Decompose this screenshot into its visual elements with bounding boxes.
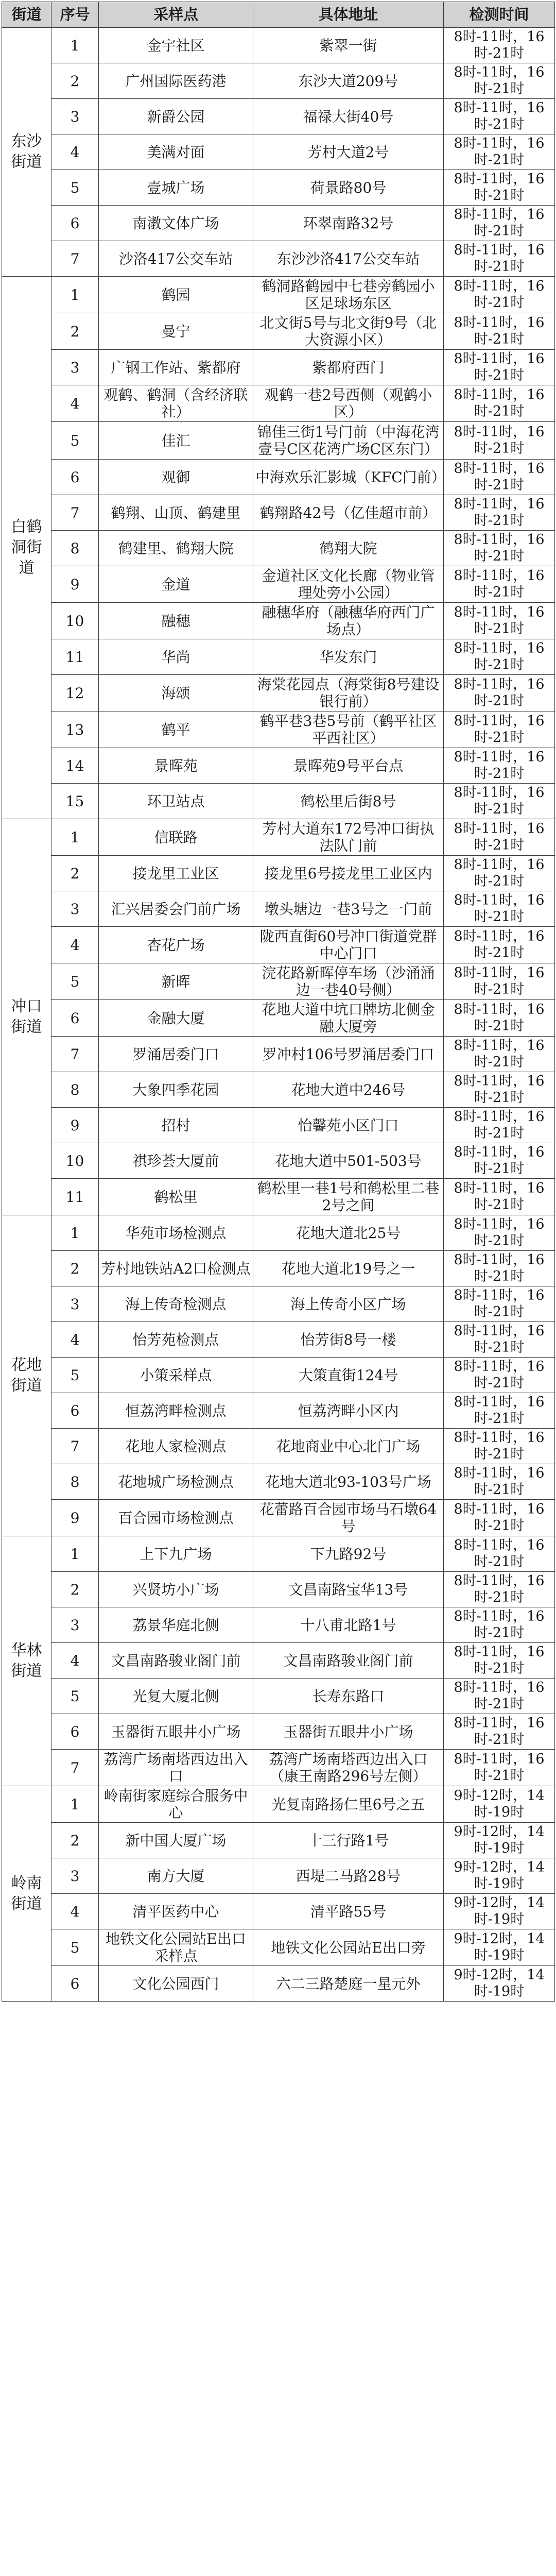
table-row [2,1251,555,1286]
table-row [2,1500,555,1536]
address-cell: 鹤松里后街8号 [253,784,444,819]
table-row [2,1894,555,1929]
sampling-point-cell: 芳村地铁站A2口检测点 [99,1251,253,1286]
table-row [2,1179,555,1215]
sampling-point-cell: 兴贤坊小广场 [99,1572,253,1607]
table-row [2,1572,555,1607]
table-row [2,1322,555,1358]
table-row [2,748,555,784]
sampling-point-cell: 鹤平 [99,711,253,748]
row-number-cell: 12 [51,675,99,711]
row-number-cell: 9 [51,566,99,603]
table-row [2,1215,555,1251]
address-cell: 景晖苑9号平台点 [253,748,444,784]
row-number-cell: 6 [51,206,99,241]
sampling-point-cell: 金融大厦 [99,1000,253,1037]
table-row [2,28,555,63]
sampling-point-cell: 百合园市场检测点 [99,1500,253,1536]
row-number-cell: 1 [51,277,99,313]
sampling-point-cell: 融穗 [99,603,253,639]
row-number-cell: 11 [51,639,99,675]
sampling-point-cell: 观鹤、鹤洞（含经济联社） [99,385,253,422]
table-row [2,460,555,495]
sampling-point-cell: 光复大厦北侧 [99,1679,253,1714]
table-row [2,639,555,675]
table-row [2,566,555,603]
sampling-point-cell: 清平医药中心 [99,1894,253,1929]
table-row [2,1358,555,1393]
table-row [2,277,555,313]
sampling-point-cell: 新爵公园 [99,99,253,134]
address-cell: 接龙里6号接龙里工业区内 [253,856,444,891]
table-row [2,1966,555,2002]
test-time-cell: 8时-11时，16时-21时 [444,422,555,460]
test-time-cell: 8时-11时，16时-21时 [444,1714,555,1750]
row-number-cell: 1 [51,819,99,856]
address-cell: 华发东门 [253,639,444,675]
address-cell: 花地大道中坑口牌坊北侧金融大厦旁 [253,1000,444,1037]
address-cell: 陇西直街60号冲口街道党群中心门口 [253,927,444,963]
row-number-cell: 1 [51,1536,99,1572]
sampling-point-cell: 地铁文化公园站E出口采样点 [99,1929,253,1966]
table-row [2,350,555,385]
address-cell: 海棠花园点（海棠街8号建设银行前） [253,675,444,711]
address-cell: 浣花路新晖停车场（沙涌涌边一巷40号侧） [253,963,444,1000]
row-number-cell: 2 [51,1572,99,1607]
test-time-cell: 8时-11时，16时-21时 [444,1286,555,1322]
test-time-cell: 8时-11时，16时-21时 [444,1358,555,1393]
header-test-time: 检测时间 [444,2,555,28]
sampling-point-cell: 海上传奇检测点 [99,1286,253,1322]
row-number-cell: 7 [51,1750,99,1786]
row-number-cell: 4 [51,1322,99,1358]
row-number-cell: 2 [51,856,99,891]
header-number: 序号 [51,2,99,28]
address-cell: 融穗华府（融穗华府西门广场点） [253,603,444,639]
test-time-cell: 9时-12时，14时-19时 [444,1858,555,1894]
row-number-cell: 7 [51,241,99,277]
test-time-cell: 8时-11时，16时-21时 [444,1750,555,1786]
address-cell: 六二三路楚庭一星元外 [253,1966,444,2002]
street-name-cell: 华林街道 [2,1536,51,1786]
address-cell: 墩头塘边一巷3号之一门前 [253,891,444,927]
sampling-point-cell: 花地城广场检测点 [99,1464,253,1500]
test-time-cell: 8时-11时，16时-21时 [444,566,555,603]
row-number-cell: 5 [51,422,99,460]
street-name-cell: 东沙街道 [2,28,51,277]
address-cell: 文昌南路宝华13号 [253,1572,444,1607]
table-row [2,206,555,241]
test-time-cell: 9时-12时，14时-19时 [444,1929,555,1966]
address-cell: 金道社区文化长廊（物业管理处旁小公园） [253,566,444,603]
address-cell: 鹤平巷3巷5号前（鹤平社区平西社区） [253,711,444,748]
table-row [2,1750,555,1786]
sampling-point-cell: 南漖文体广场 [99,206,253,241]
address-cell: 紫都府西门 [253,350,444,385]
row-number-cell: 4 [51,1643,99,1679]
street-name-cell: 花地街道 [2,1215,51,1536]
sampling-point-cell: 岭南街家庭综合服务中心 [99,1786,253,1823]
table-row [2,675,555,711]
table-row [2,819,555,856]
sampling-point-cell: 杏花广场 [99,927,253,963]
test-time-cell: 8时-11时，16时-21时 [444,99,555,134]
sampling-point-cell: 壹城广场 [99,170,253,206]
table-header-row [2,2,555,28]
table-row [2,531,555,566]
test-time-cell: 8时-11时，16时-21时 [444,206,555,241]
sampling-point-cell: 信联路 [99,819,253,856]
sampling-point-cell: 沙洛417公交车站 [99,241,253,277]
table-row [2,711,555,748]
test-time-cell: 8时-11时，16时-21时 [444,675,555,711]
address-cell: 花地大道中246号 [253,1072,444,1108]
test-time-cell: 8时-11时，16时-21时 [444,819,555,856]
street-name-cell: 白鹤洞街道 [2,277,51,819]
sampling-point-cell: 罗涌居委门口 [99,1037,253,1072]
row-number-cell: 3 [51,1286,99,1322]
address-cell: 福禄大街40号 [253,99,444,134]
test-time-cell: 8时-11时，16时-21时 [444,1037,555,1072]
sampling-point-cell: 曼宁 [99,313,253,350]
table-row [2,1000,555,1037]
address-cell: 鹤松里一巷1号和鹤松里二巷2号之间 [253,1179,444,1215]
table-row [2,1393,555,1429]
table-row [2,1607,555,1643]
test-time-cell: 9时-12时，14时-19时 [444,1823,555,1858]
address-cell: 紫翠一街 [253,28,444,63]
sampling-point-cell: 荔景华庭北侧 [99,1607,253,1643]
table-row [2,1858,555,1894]
sampling-point-cell: 新中国大厦广场 [99,1823,253,1858]
sampling-point-cell: 鹤松里 [99,1179,253,1215]
address-cell: 芳村大道2号 [253,134,444,170]
table-row [2,99,555,134]
address-cell: 花地大道中501-503号 [253,1143,444,1179]
test-time-cell: 8时-11时，16时-21时 [444,1143,555,1179]
sampling-point-cell: 观御 [99,460,253,495]
test-time-cell: 8时-11时，16时-21时 [444,313,555,350]
test-time-cell: 8时-11时，16时-21时 [444,748,555,784]
address-cell: 恒荔湾畔小区内 [253,1393,444,1429]
table-row [2,422,555,460]
address-cell: 北文街5号与北文街9号（北大资源小区） [253,313,444,350]
row-number-cell: 6 [51,460,99,495]
address-cell: 十八甫北路1号 [253,1607,444,1643]
test-time-cell: 8时-11时，16时-21时 [444,28,555,63]
test-time-cell: 8时-11时，16时-21时 [444,639,555,675]
row-number-cell: 6 [51,1714,99,1750]
address-cell: 中海欢乐汇影城（KFC门前） [253,460,444,495]
sampling-point-cell: 小策采样点 [99,1358,253,1393]
test-time-cell: 8时-11时，16时-21时 [444,1679,555,1714]
row-number-cell: 1 [51,1786,99,1823]
table-row [2,1286,555,1322]
row-number-cell: 4 [51,1894,99,1929]
test-time-cell: 9时-12时，14时-19时 [444,1894,555,1929]
row-number-cell: 7 [51,1037,99,1072]
row-number-cell: 6 [51,1966,99,2002]
street-name-cell: 岭南街道 [2,1786,51,2002]
row-number-cell: 13 [51,711,99,748]
sampling-point-cell: 广州国际医药港 [99,63,253,99]
test-time-cell: 9时-12时，14时-19时 [444,1966,555,2002]
sampling-point-cell: 华尚 [99,639,253,675]
header-sampling-point: 采样点 [99,2,253,28]
test-time-cell: 8时-11时，16时-21时 [444,784,555,819]
test-time-cell: 8时-11时，16时-21时 [444,856,555,891]
sampling-point-cell: 南方大厦 [99,1858,253,1894]
sampling-point-cell: 汇兴居委会门前广场 [99,891,253,927]
table-row [2,170,555,206]
address-cell: 东沙大道209号 [253,63,444,99]
row-number-cell: 2 [51,1251,99,1286]
sampling-point-cell: 文化公园西门 [99,1966,253,2002]
table-row [2,927,555,963]
test-time-cell: 8时-11时，16时-21时 [444,1572,555,1607]
table-row [2,1786,555,1823]
table-row [2,1429,555,1464]
address-cell: 光复南路扬仁里6号之五 [253,1786,444,1823]
address-cell: 清平路55号 [253,1894,444,1929]
sampling-point-cell: 祺珍荟大厦前 [99,1143,253,1179]
test-time-cell: 8时-11时，16时-21时 [444,963,555,1000]
test-time-cell: 8时-11时，16时-21时 [444,1500,555,1536]
address-cell: 怡馨苑小区门口 [253,1108,444,1143]
test-time-cell: 8时-11时，16时-21时 [444,1536,555,1572]
row-number-cell: 2 [51,1823,99,1858]
address-cell: 环翠南路32号 [253,206,444,241]
address-cell: 花地大道北93-103号广场 [253,1464,444,1500]
address-cell: 十三行路1号 [253,1823,444,1858]
sampling-point-cell: 大象四季花园 [99,1072,253,1108]
sampling-point-cell: 鹤翔、山顶、鹤建里 [99,495,253,531]
test-time-cell: 8时-11时，16时-21时 [444,1464,555,1500]
sampling-point-cell: 华苑市场检测点 [99,1215,253,1251]
table-row [2,241,555,277]
address-cell: 地铁文化公园站E出口旁 [253,1929,444,1966]
sampling-point-cell: 恒荔湾畔检测点 [99,1393,253,1429]
row-number-cell: 11 [51,1179,99,1215]
table-row [2,1108,555,1143]
table-row [2,495,555,531]
sampling-point-cell: 佳汇 [99,422,253,460]
test-time-cell: 8时-11时，16时-21时 [444,711,555,748]
row-number-cell: 5 [51,1929,99,1966]
row-number-cell: 3 [51,99,99,134]
sampling-point-cell: 荔湾广场南塔西边出入口 [99,1750,253,1786]
sampling-point-cell: 海颂 [99,675,253,711]
row-number-cell: 3 [51,1858,99,1894]
address-cell: 鹤翔大院 [253,531,444,566]
test-time-cell: 8时-11时，16时-21时 [444,1251,555,1286]
sampling-point-cell: 上下九广场 [99,1536,253,1572]
table-row [2,1823,555,1858]
test-time-cell: 8时-11时，16时-21时 [444,350,555,385]
test-time-cell: 8时-11时，16时-21时 [444,531,555,566]
test-time-cell: 8时-11时，16时-21时 [444,1643,555,1679]
row-number-cell: 4 [51,927,99,963]
test-time-cell: 8时-11时，16时-21时 [444,63,555,99]
address-cell: 下九路92号 [253,1536,444,1572]
test-time-cell: 8时-11时，16时-21时 [444,241,555,277]
table-row [2,1037,555,1072]
sampling-point-cell: 美满对面 [99,134,253,170]
sampling-point-cell: 花地人家检测点 [99,1429,253,1464]
row-number-cell: 5 [51,1358,99,1393]
address-cell: 大策直街124号 [253,1358,444,1393]
row-number-cell: 2 [51,313,99,350]
row-number-cell: 9 [51,1108,99,1143]
sampling-point-cell: 鹤园 [99,277,253,313]
row-number-cell: 15 [51,784,99,819]
sampling-point-cell: 怡芳苑检测点 [99,1322,253,1358]
row-number-cell: 8 [51,531,99,566]
address-cell: 西堤二马路28号 [253,1858,444,1894]
test-time-cell: 8时-11时，16时-21时 [444,385,555,422]
table-row [2,1929,555,1966]
row-number-cell: 6 [51,1000,99,1037]
table-row [2,891,555,927]
test-time-cell: 8时-11时，16时-21时 [444,277,555,313]
address-cell: 芳村大道东172号冲口街执法队门前 [253,819,444,856]
row-number-cell: 2 [51,63,99,99]
test-time-cell: 8时-11时，16时-21时 [444,1072,555,1108]
test-time-cell: 8时-11时，16时-21时 [444,1322,555,1358]
sampling-point-cell: 广钢工作站、紫都府 [99,350,253,385]
address-cell: 罗冲村106号罗涌居委门口 [253,1037,444,1072]
row-number-cell: 5 [51,963,99,1000]
address-cell: 鹤翔路42号（亿佳超市前） [253,495,444,531]
table-row [2,385,555,422]
row-number-cell: 3 [51,891,99,927]
sampling-point-cell: 文昌南路骏业阁门前 [99,1643,253,1679]
header-street: 街道 [2,2,51,28]
row-number-cell: 3 [51,1607,99,1643]
table-row [2,1536,555,1572]
address-cell: 锦佳三街1号门前（中海花湾壹号C区花湾广场C区东门） [253,422,444,460]
test-time-cell: 8时-11时，16时-21时 [444,1108,555,1143]
address-cell: 海上传奇小区广场 [253,1286,444,1322]
sampling-point-cell: 接龙里工业区 [99,856,253,891]
row-number-cell: 4 [51,134,99,170]
test-time-cell: 8时-11时，16时-21时 [444,1000,555,1037]
table-row [2,963,555,1000]
test-time-cell: 9时-12时，14时-19时 [444,1786,555,1823]
row-number-cell: 9 [51,1500,99,1536]
address-cell: 花蕾路百合园市场马石墩64号 [253,1500,444,1536]
street-name-cell: 冲口街道 [2,819,51,1215]
sampling-point-cell: 环卫站点 [99,784,253,819]
row-number-cell: 8 [51,1464,99,1500]
address-cell: 花地商业中心北门广场 [253,1429,444,1464]
sampling-point-cell: 招村 [99,1108,253,1143]
test-time-cell: 8时-11时，16时-21时 [444,1179,555,1215]
address-cell: 东沙沙洛417公交车站 [253,241,444,277]
address-cell: 荷景路80号 [253,170,444,206]
table-row [2,1643,555,1679]
test-time-cell: 8时-11时，16时-21时 [444,1215,555,1251]
sampling-point-cell: 金宇社区 [99,28,253,63]
table-row [2,63,555,99]
test-time-cell: 8时-11时，16时-21时 [444,495,555,531]
address-cell: 荔湾广场南塔西边出入口（康王南路296号左侧） [253,1750,444,1786]
table-row [2,603,555,639]
test-time-cell: 8时-11时，16时-21时 [444,1393,555,1429]
sampling-points-table [2,2,555,2002]
address-cell: 怡芳街8号一楼 [253,1322,444,1358]
table-row [2,134,555,170]
row-number-cell: 14 [51,748,99,784]
test-time-cell: 8时-11时，16时-21时 [444,927,555,963]
address-cell: 长寿东路口 [253,1679,444,1714]
table-row [2,784,555,819]
table-body [2,28,555,2002]
row-number-cell: 10 [51,1143,99,1179]
sampling-point-cell: 景晖苑 [99,748,253,784]
address-cell: 鹤洞路鹤园中七巷旁鹤园小区足球场东区 [253,277,444,313]
test-time-cell: 8时-11时，16时-21时 [444,603,555,639]
row-number-cell: 3 [51,350,99,385]
table-row [2,1143,555,1179]
test-time-cell: 8时-11时，16时-21时 [444,1429,555,1464]
sampling-point-cell: 玉器街五眼井小广场 [99,1714,253,1750]
test-time-cell: 8时-11时，16时-21时 [444,134,555,170]
table-row [2,1679,555,1714]
address-cell: 花地大道北19号之一 [253,1251,444,1286]
table-row [2,856,555,891]
row-number-cell: 8 [51,1072,99,1108]
test-time-cell: 8时-11时，16时-21时 [444,170,555,206]
table-row [2,313,555,350]
row-number-cell: 7 [51,495,99,531]
test-time-cell: 8时-11时，16时-21时 [444,1607,555,1643]
address-cell: 观鹤一巷2号西侧（观鹤小区） [253,385,444,422]
table-row [2,1714,555,1750]
row-number-cell: 6 [51,1393,99,1429]
sampling-point-cell: 鹤建里、鹤翔大院 [99,531,253,566]
test-time-cell: 8时-11时，16时-21时 [444,460,555,495]
table-row [2,1072,555,1108]
sampling-point-cell: 金道 [99,566,253,603]
row-number-cell: 1 [51,28,99,63]
table-row [2,1464,555,1500]
address-cell: 花地大道北25号 [253,1215,444,1251]
header-address: 具体地址 [253,2,444,28]
test-time-cell: 8时-11时，16时-21时 [444,891,555,927]
row-number-cell: 10 [51,603,99,639]
row-number-cell: 4 [51,385,99,422]
address-cell: 文昌南路骏业阁门前 [253,1643,444,1679]
row-number-cell: 1 [51,1215,99,1251]
row-number-cell: 5 [51,170,99,206]
sampling-point-cell: 新晖 [99,963,253,1000]
row-number-cell: 7 [51,1429,99,1464]
row-number-cell: 5 [51,1679,99,1714]
address-cell: 玉器街五眼井小广场 [253,1714,444,1750]
